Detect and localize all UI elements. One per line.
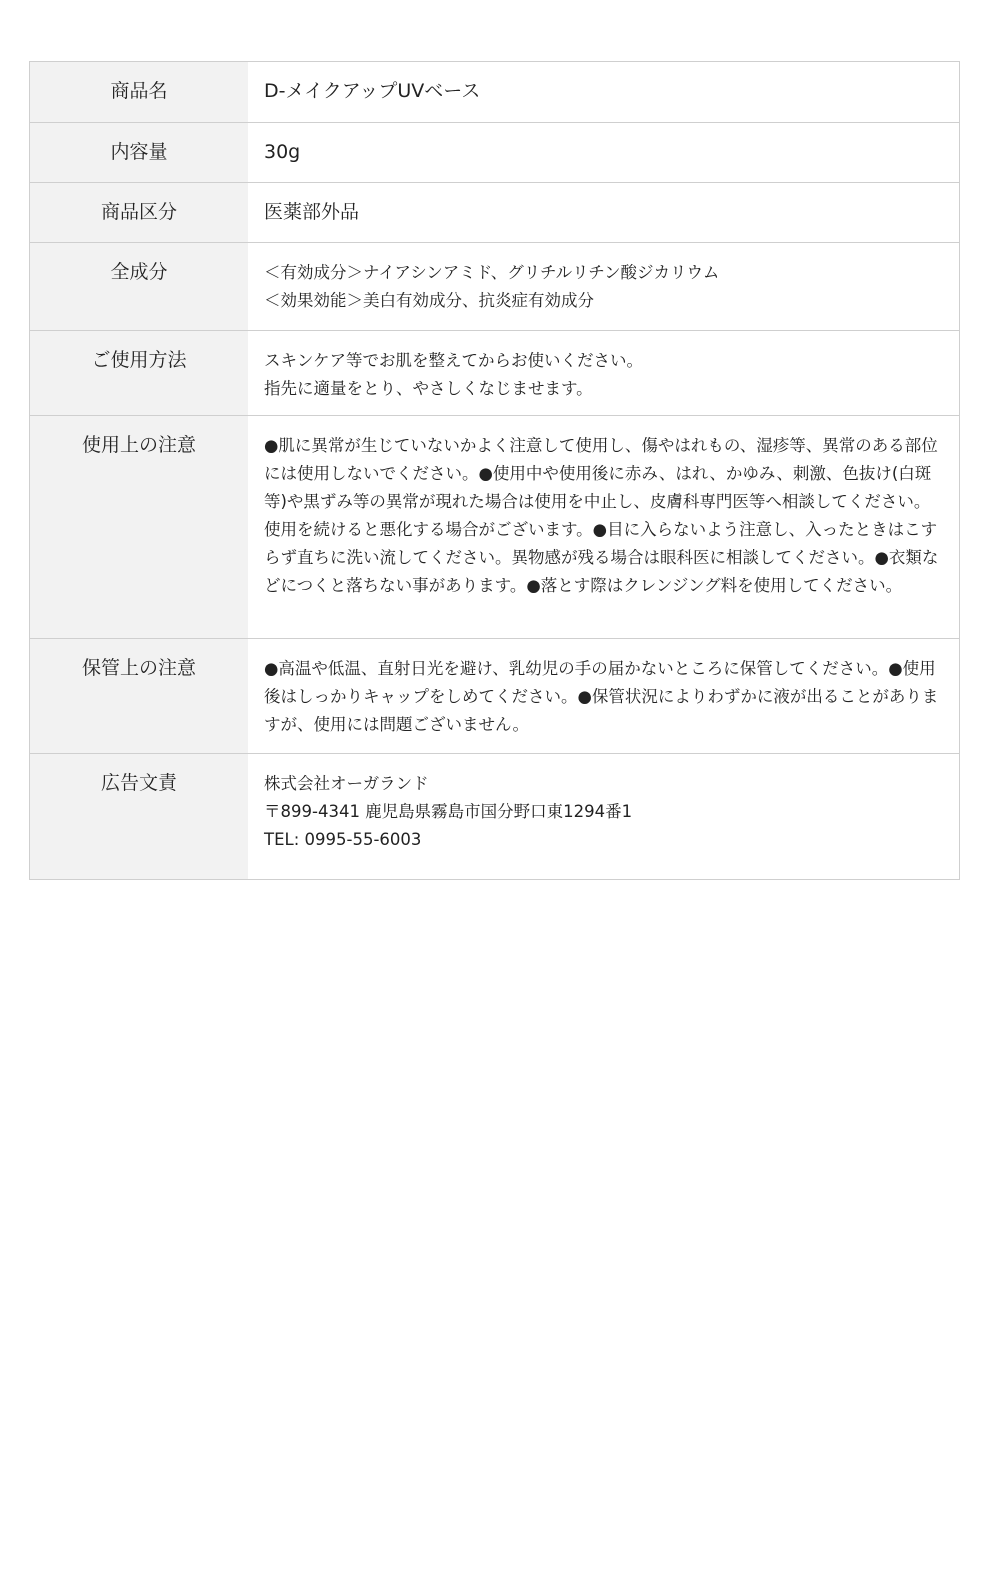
spec-value xyxy=(248,331,959,415)
storage-caution-text: ●高温や低温、直射日光を避け、乳幼児の手の届かないところに保管してください。●使用後はしっかりキャップをしめてください。●保管状況によりわずかに液が出ることがありますが、使用には問題ございません。 xyxy=(264,659,939,734)
spec-row-storage-caution xyxy=(30,638,959,753)
spec-value xyxy=(248,243,959,330)
spec-value xyxy=(248,416,959,638)
usage-line: 指先に適量をとり、やさしくなじませます。 xyxy=(264,379,593,398)
category-text: 医薬部外品 xyxy=(264,201,360,223)
usage-line: スキンケア等でお肌を整えてからお使いください。 xyxy=(264,351,644,370)
spec-value xyxy=(248,183,959,242)
company-address-text: 〒899-4341 鹿児島県霧島市国分野口東1294番1 xyxy=(264,802,633,821)
spec-label: 商品区分 xyxy=(30,183,248,242)
spec-label: ご使用方法 xyxy=(30,331,248,415)
spec-value xyxy=(248,639,959,753)
spec-row-usage xyxy=(30,330,959,415)
spec-value xyxy=(248,123,959,182)
spec-value xyxy=(248,62,959,122)
spec-value xyxy=(248,754,959,879)
product-name-text: D-メイクアップUVベース xyxy=(264,80,481,102)
product-spec-table xyxy=(29,61,960,880)
company-phone-text: TEL: 0995-55-6003 xyxy=(264,830,422,849)
spec-label: 内容量 xyxy=(30,123,248,182)
spec-label: 商品名 xyxy=(30,62,248,122)
spec-row-ingredients xyxy=(30,242,959,330)
company-name-text: 株式会社オーガランド xyxy=(264,774,429,793)
ingredients-effect-text: ＜効果効能＞美白有効成分、抗炎症有効成分 xyxy=(264,291,594,310)
spec-row-volume xyxy=(30,122,959,182)
spec-label: 使用上の注意 xyxy=(30,416,248,638)
spec-label: 全成分 xyxy=(30,243,248,330)
volume-text: 30g xyxy=(264,141,301,163)
ingredients-active-text: ＜有効成分＞ナイアシンアミド、グリチルリチン酸ジカリウム xyxy=(264,263,720,282)
usage-caution-text: ●肌に異常が生じていないかよく注意して使用し、傷やはれもの、湿疹等、異常のある部位には使用しないでください。●使用中や使用後に赤み、はれ、かゆみ、刺激、色抜け(白斑等)や黒ずみ等の異常が現れた場合は使用を中止し、皮膚科専門医等へ相談してください。使用を続けると悪化する場合がございます。●目に入らないよう注意し、入ったときはこすらず直ちに洗い流してください。異物感が残る場合は眼科医に相談してください。●衣類などにつくと落ちない事があります。●落とす際はクレンジング料を使用してください。 xyxy=(264,436,939,595)
spec-row-advertiser xyxy=(30,753,959,879)
spec-row-product-name xyxy=(30,62,959,122)
spec-label: 保管上の注意 xyxy=(30,639,248,753)
spec-row-category xyxy=(30,182,959,242)
spec-row-usage-caution xyxy=(30,415,959,638)
spec-label: 広告文責 xyxy=(30,754,248,879)
